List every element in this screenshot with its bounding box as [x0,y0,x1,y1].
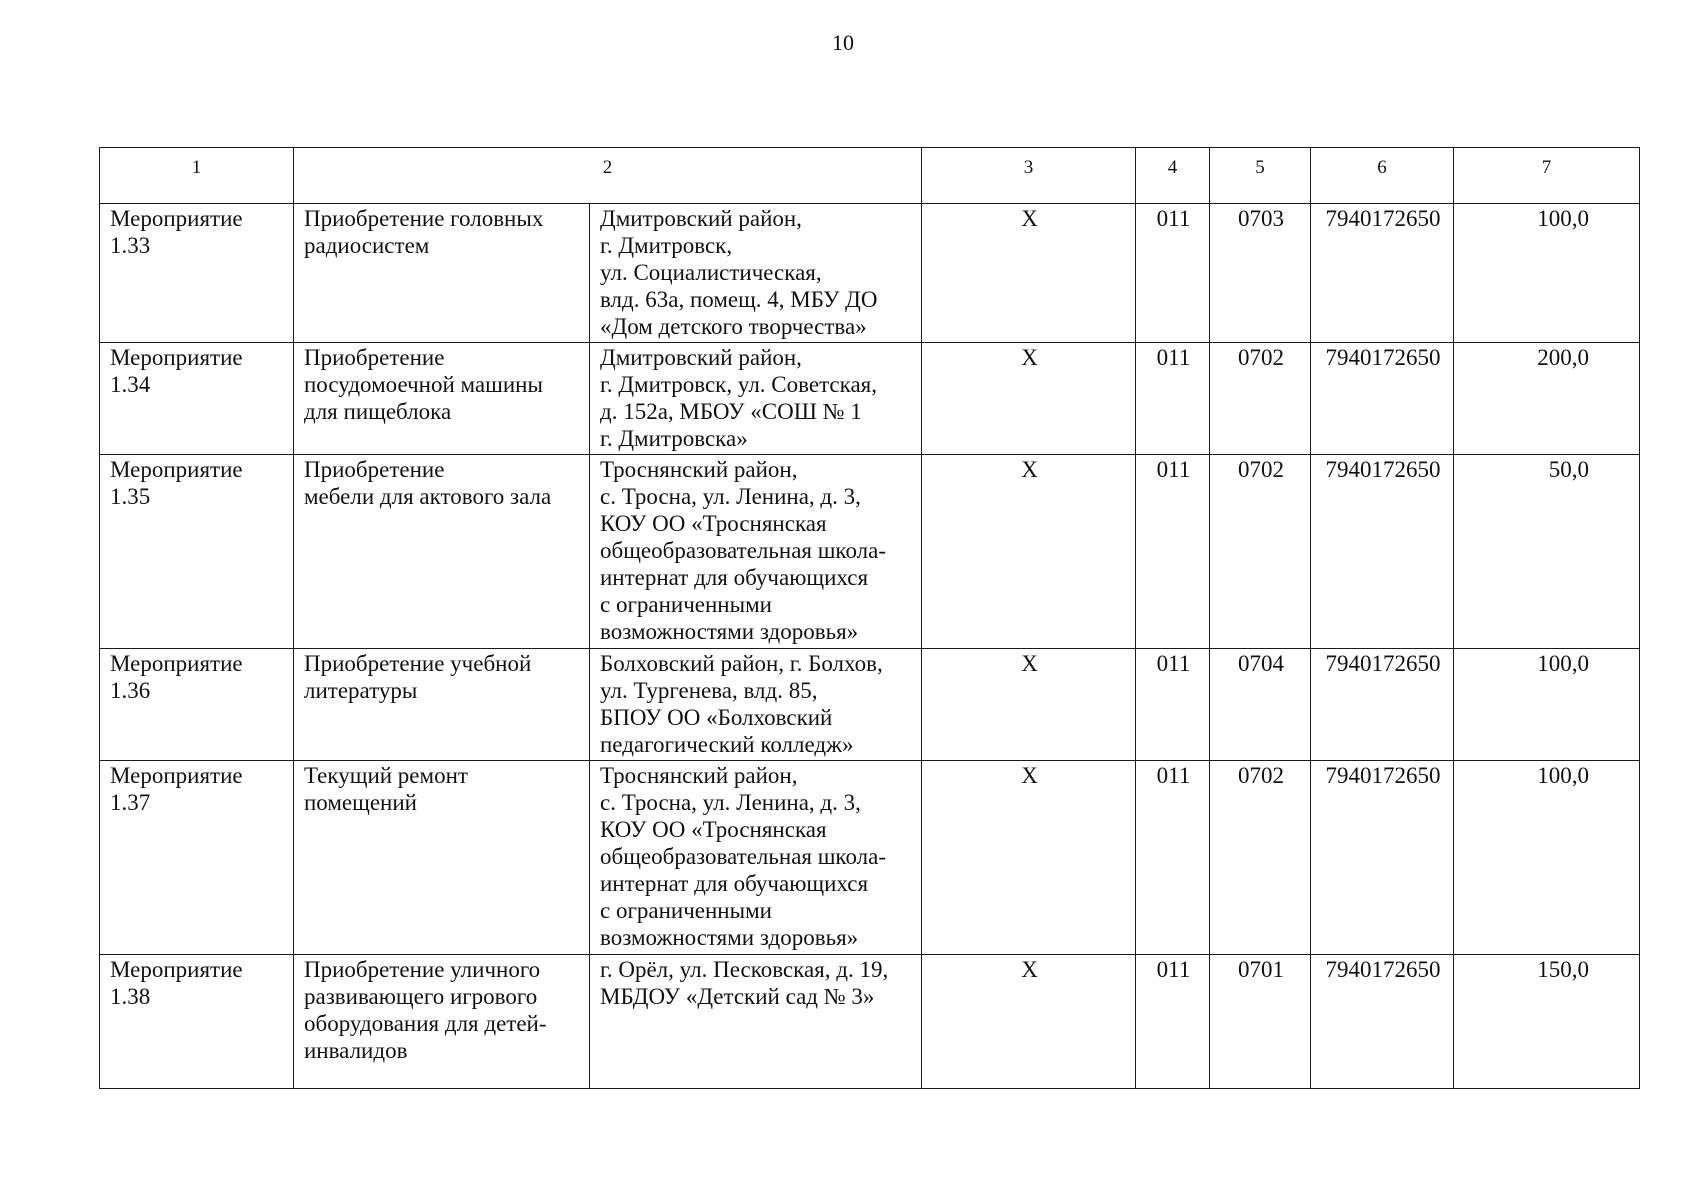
activity-name: Приобретение посудомоечной машины для пищеблока [294,343,590,455]
activity-name: Приобретение мебели для актового зала [294,455,590,649]
activity-location: Троснянский район, с. Тросна, ул. Ленина, д. 3, КОУ ОО «Троснянская общеобразовательная школа- интернат для обучающихся с ограниченными возможностями здоровья» [590,455,922,649]
amount-cell: 50,0 [1454,455,1640,649]
code-cell-4: 011 [1136,204,1210,343]
activity-location: Троснянский район, с. Тросна, ул. Ленина, д. 3, КОУ ОО «Троснянская общеобразовательная школа- интернат для обучающихся с ограниченными возможностями здоровья» [590,761,922,955]
amount-cell: 200,0 [1454,343,1640,455]
activity-location: Дмитровский район, г. Дмитровск, ул. Социалистическая, влд. 63а, помещ. 4, МБУ ДО «Дом детского творчества» [590,204,922,343]
activity-code: Мероприятие 1.34 [100,343,294,455]
activity-location: Болховский район, г. Болхов, ул. Тургенева, влд. 85, БПОУ ОО «Болховский педагогический колледж» [590,649,922,761]
code-cell-5: 0703 [1210,204,1311,343]
code-cell-5: 0702 [1210,761,1311,955]
amount-cell: 100,0 [1454,649,1640,761]
header-cell-2: 2 [294,148,922,204]
code-cell-5: 0704 [1210,649,1311,761]
code-cell-4: 011 [1136,955,1210,1089]
activity-code: Мероприятие 1.38 [100,955,294,1089]
code-cell-5: 0701 [1210,955,1311,1089]
mark-cell: Х [922,343,1136,455]
activity-code: Мероприятие 1.37 [100,761,294,955]
activity-code: Мероприятие 1.36 [100,649,294,761]
table-row [100,649,1640,761]
table-row [100,955,1640,1089]
mark-cell: Х [922,761,1136,955]
activity-name: Текущий ремонт помещений [294,761,590,955]
mark-cell: Х [922,204,1136,343]
code-cell-6: 7940172650 [1311,649,1454,761]
code-cell-4: 011 [1136,649,1210,761]
activity-name: Приобретение головных радиосистем [294,204,590,343]
page-number: 10 [832,30,854,55]
code-cell-4: 011 [1136,455,1210,649]
budget-table [99,147,1640,1089]
amount-cell: 150,0 [1454,955,1640,1089]
activity-name: Приобретение учебной литературы [294,649,590,761]
table-row [100,455,1640,649]
activity-location: г. Орёл, ул. Песковская, д. 19, МБДОУ «Детский сад № 3» [590,955,922,1089]
table-row [100,761,1640,955]
header-row [100,148,1640,204]
amount-cell: 100,0 [1454,761,1640,955]
code-cell-5: 0702 [1210,455,1311,649]
header-cell-5: 5 [1210,148,1311,204]
mark-cell: Х [922,955,1136,1089]
amount-cell: 100,0 [1454,204,1640,343]
code-cell-4: 011 [1136,343,1210,455]
code-cell-6: 7940172650 [1311,455,1454,649]
header-cell-3: 3 [922,148,1136,204]
code-cell-6: 7940172650 [1311,343,1454,455]
activity-code: Мероприятие 1.33 [100,204,294,343]
header-cell-1: 1 [100,148,294,204]
mark-cell: Х [922,455,1136,649]
header-cell-4: 4 [1136,148,1210,204]
code-cell-6: 7940172650 [1311,761,1454,955]
table-row [100,204,1640,343]
activity-name: Приобретение уличного развивающего игрового оборудования для детей- инвалидов [294,955,590,1089]
activity-code: Мероприятие 1.35 [100,455,294,649]
code-cell-4: 011 [1136,761,1210,955]
code-cell-5: 0702 [1210,343,1311,455]
header-cell-6: 6 [1311,148,1454,204]
header-cell-7: 7 [1454,148,1640,204]
table-row [100,343,1640,455]
mark-cell: Х [922,649,1136,761]
code-cell-6: 7940172650 [1311,204,1454,343]
activity-location: Дмитровский район, г. Дмитровск, ул. Советская, д. 152а, МБОУ «СОШ № 1 г. Дмитровска» [590,343,922,455]
code-cell-6: 7940172650 [1311,955,1454,1089]
